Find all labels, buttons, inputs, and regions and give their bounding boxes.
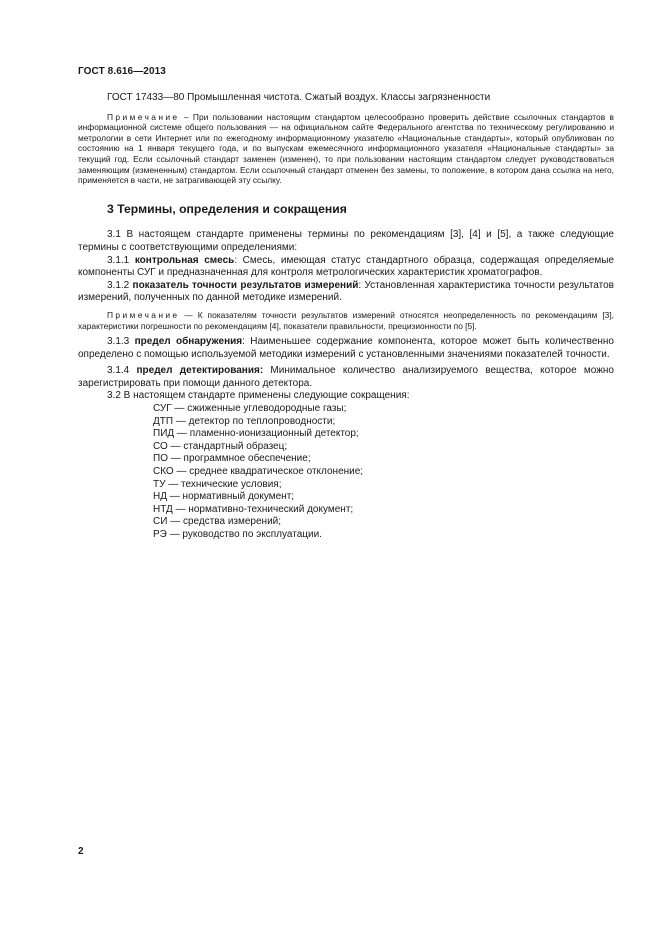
definition: Минимальное количество анализируемого вещества, которое можно зарегистрировать при помощи данного детектора. xyxy=(78,365,614,389)
term: контрольная смесь xyxy=(134,254,235,266)
abbreviations-list xyxy=(78,403,614,542)
clause-number: 3.1.4 xyxy=(107,365,137,377)
note-text: — К показателям точности результатов измерений относятся неопределенность по рекомендациям [3], характеристики погрешности по рекомендациям [4], показатели правильности, прецизионности по [5]. xyxy=(78,309,614,331)
paragraph-3-1-3 xyxy=(78,336,614,361)
list-item: ПИД — пламенно-ионизационный детектор; xyxy=(153,428,359,440)
note-text: – При пользовании настоящим стандартом целесообразно проверить действие ссылочных стандартов в информационной системе общего пользования — на официальном сайте Федерального агентства по техническому регулированию и метрологии в сети Интернет или по ежегодному информационному указателю «Национальные стандарты», который опубликован по состоянию на 1 января текущего года, и по выпускам ежемесячного информационного указателя «Национальные стандарты» за текущий год. Если ссылочный стандарт заменен (изменен), то при пользовании настоящим стандартом следует руководствоваться заменяющим (измененным) стандартом. Если ссылочный стандарт отменен без замены, то положение, в котором дана ссылка на него, применяется в части, не затрагивающей эту ссылку. xyxy=(78,111,614,186)
normative-reference: ГОСТ 17433—80 Промышленная чистота. Сжатый воздух. Классы загрязненности xyxy=(107,92,491,103)
definition: : Наименьшее содержание компонента, которое может быть количественно определено с помощью используемой методики измерений с установленными значениями показателей точности. xyxy=(78,336,614,360)
clause-number: 3.1.3 xyxy=(107,336,135,348)
paragraph-3-2: 3.2 В настоящем стандарте применены следующие сокращения: xyxy=(107,390,410,402)
note-label: Примечание xyxy=(107,309,180,320)
paragraph-3-1-2 xyxy=(78,280,614,305)
list-item: ТУ — технические условия; xyxy=(153,478,282,490)
note-accuracy-indicators xyxy=(78,310,614,331)
definition: : Установленная характеристика точности результатов измерений, полученных по данной методике измерений. xyxy=(78,279,614,304)
page-number: 2 xyxy=(78,846,84,857)
list-item: НТД — нормативно-технический документ; xyxy=(153,503,354,515)
list-item: СО — стандартный образец; xyxy=(153,440,288,452)
list-item: НД — нормативный документ; xyxy=(153,491,295,503)
list-item: РЭ — руководство по эксплуатации. xyxy=(153,529,322,540)
paragraph-3-1-1 xyxy=(78,255,614,280)
note-normative-references xyxy=(78,112,614,186)
term: предел детектирования: xyxy=(136,365,264,377)
term: показатель точности результатов измерений xyxy=(132,279,359,291)
clause-number: 3.1.2 xyxy=(107,279,133,291)
section-title: 3 Термины, определения и сокращения xyxy=(107,201,347,216)
definition: : Смесь, имеющая статус стандартного образца, содержащая определяемые компоненты СУГ и предназначенная для контроля метрологических характеристик хроматографов. xyxy=(78,254,614,279)
list-item: СИ — средства измерений; xyxy=(153,516,282,528)
list-item: ПО — программное обеспечение; xyxy=(153,453,311,465)
list-item: СКО — среднее квадратическое отклонение; xyxy=(153,466,364,478)
paragraph-3-1-4 xyxy=(78,365,614,390)
paragraph-3-1: 3.1 В настоящем стандарте применены термины по рекомендациям [3], [4] и [5], а также следующие термины с соответствующими определениями: xyxy=(78,229,614,253)
page-content xyxy=(78,92,614,542)
note-label: Примечание xyxy=(107,111,180,122)
list-item: ДТП — детектор по теплопроводности; xyxy=(153,415,336,427)
list-item: СУГ — сжиженные углеводородные газы; xyxy=(153,403,347,415)
clause-number: 3.1.1 xyxy=(107,254,135,266)
document-code-header: ГОСТ 8.616—2013 xyxy=(78,66,166,77)
term: предел обнаружения xyxy=(134,336,243,348)
